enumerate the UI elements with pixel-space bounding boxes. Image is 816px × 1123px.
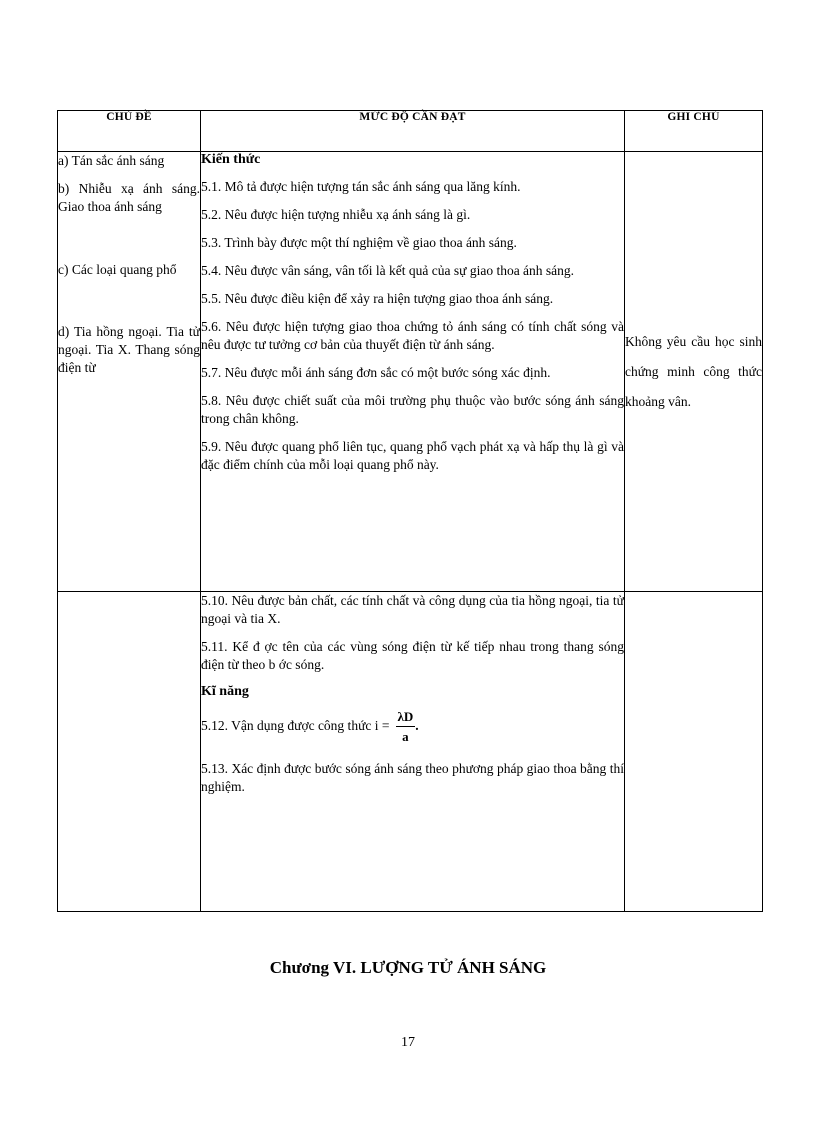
list-item: 5.2. Nêu được hiện tượng nhiễu xạ ánh sáng là gì.	[201, 207, 471, 222]
list-item: 5.13. Xác định được bước sóng ánh sáng theo phương pháp giao thoa bằng thí nghiệm.	[201, 761, 624, 794]
note-cell-empty	[625, 592, 763, 912]
formula-end: .	[415, 718, 419, 733]
curriculum-table	[57, 110, 763, 912]
list-item: 5.5. Nêu được điều kiện để xảy ra hiện tượng giao thoa ánh sáng.	[201, 291, 554, 306]
list-item: 5.1. Mô tả được hiện tượng tán sắc ánh sáng qua lăng kính.	[201, 179, 521, 194]
table-header-row	[58, 111, 763, 152]
header-topic: CHỦ ĐỀ	[58, 111, 201, 152]
formula-numerator: λD	[396, 709, 416, 727]
topic-d: d) Tia hồng ngoại. Tia tử ngoại. Tia X. Thang sóng điện từ	[58, 324, 200, 375]
header-note: GHI CHÚ	[625, 111, 763, 152]
list-item: 5.8. Nêu được chiết suất của môi trường phụ thuộc vào bước sóng ánh sáng trong chân không.	[201, 393, 624, 426]
chapter-title: Chương VI. LƯỢNG TỬ ÁNH SÁNG	[269, 958, 547, 977]
page-number: 17	[401, 1035, 415, 1050]
topic-a: a) Tán sắc ánh sáng	[58, 153, 165, 168]
list-item: 5.6. Nêu được hiện tượng giao thoa chứng tỏ ánh sáng có tính chất sóng và nêu được tư tưởng cơ bản của thuyết điện từ ánh sáng.	[201, 319, 624, 352]
list-item: 5.9. Nêu được quang phổ liên tục, quang phổ vạch phát xạ và hấp thụ là gì và đặc điểm chính của mỗi loại quang phổ này.	[201, 439, 624, 472]
table-row	[58, 152, 763, 592]
requirement-cell	[201, 592, 625, 912]
fringe-spacing-formula	[396, 708, 419, 744]
list-item: 5.4. Nêu được vân sáng, vân tối là kết quả của sự giao thoa ánh sáng.	[201, 263, 575, 278]
topic-cell-empty	[58, 592, 201, 912]
formula-denominator: a	[402, 728, 409, 744]
note-text: Không yêu cầu học sinh chứng minh công thức khoảng vân.	[625, 333, 762, 409]
note-cell	[625, 152, 763, 592]
list-item-formula	[201, 700, 624, 752]
list-item: 5.10. Nêu được bản chất, các tính chất và công dụng của tia hồng ngoại, tia tử ngoại và tia X.	[201, 593, 624, 626]
skills-heading: Kĩ năng	[201, 684, 249, 699]
list-item: 5.11. Kể đ ợc tên của các vùng sóng điện từ kế tiếp nhau trong thang sóng điện từ theo b ớc sóng.	[201, 639, 624, 672]
list-item: 5.3. Trình bày được một thí nghiệm về giao thoa ánh sáng.	[201, 235, 517, 250]
requirement-cell	[201, 152, 625, 592]
header-requirement: MỨC ĐỘ CẦN ĐẠT	[201, 111, 625, 152]
topic-cell	[58, 152, 201, 592]
list-item: 5.7. Nêu được mỗi ánh sáng đơn sắc có một bước sóng xác định.	[201, 365, 551, 380]
table-row	[58, 592, 763, 912]
topic-b: b) Nhiễu xạ ánh sáng. Giao thoa ánh sáng	[58, 181, 200, 214]
knowledge-heading: Kiến thức	[201, 152, 261, 167]
topic-c: c) Các loại quang phổ	[58, 262, 177, 277]
formula-intro: 5.12. Vận dụng được công thức i =	[201, 718, 390, 733]
